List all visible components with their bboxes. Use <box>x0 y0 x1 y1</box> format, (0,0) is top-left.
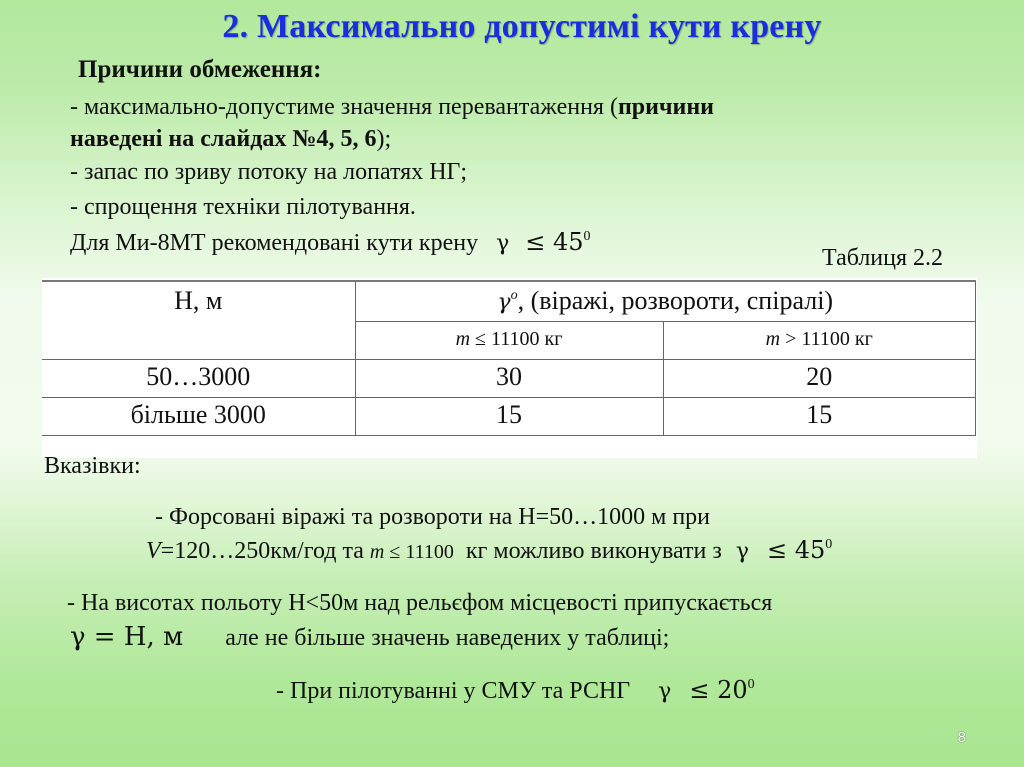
note2-formula: γ = Н, м <box>70 622 184 652</box>
reasons-heading: Причини обмеження: <box>78 56 322 83</box>
mass-var: m <box>765 327 781 350</box>
cell-heavy: 20 <box>663 359 976 397</box>
mass-var: m <box>455 327 471 350</box>
degree-exponent: 0 <box>825 537 833 552</box>
note3-text: - При пілотуванні у СМУ та РСНГ <box>276 678 631 704</box>
note2-line1: - На висотах польоту Н<50м над рельєфом місцевості припускається <box>67 590 773 616</box>
cell-light: 15 <box>355 397 663 435</box>
note1-line2 <box>146 536 832 565</box>
cell-light: 30 <box>355 359 663 397</box>
table-header-row <box>42 281 976 321</box>
gamma-symbol: γ <box>496 231 510 256</box>
recommendation-text: Для Ми-8МТ рекомендовані кути крену <box>70 230 479 256</box>
header-bank-angle-label: , (віражі, розвороти, спіралі) <box>517 286 834 315</box>
note1-line1: - Форсовані віражі та розвороти на Н=50…1000 м при <box>155 504 711 530</box>
reason-overload-text: - максимально-допустиме значення перевантаження ( <box>70 94 618 120</box>
speed-var: V <box>146 538 161 564</box>
reason-overload-line1 <box>70 94 714 121</box>
speed-range: =120…250км/год та <box>160 538 370 564</box>
subheader-mass-heavy <box>663 321 976 359</box>
table-row <box>42 359 976 397</box>
note3-line <box>276 676 755 705</box>
reason-overload-bold: причини <box>617 94 714 120</box>
mass-relation: > 11100 <box>780 327 855 350</box>
subheader-mass-light <box>355 321 663 359</box>
reason-overload-suffix: ); <box>376 126 392 152</box>
gamma-symbol: γ <box>497 290 511 315</box>
mass-unit: кг <box>854 327 873 350</box>
note1-text: кг можливо виконувати з <box>453 538 722 564</box>
degree-sup: o <box>510 288 518 303</box>
table-caption: Таблиця 2.2 <box>822 245 944 271</box>
reason-stall-margin: - запас по зриву потоку на лопатях НГ; <box>70 159 468 185</box>
cell-height: більше 3000 <box>42 397 355 435</box>
reason-overload-slides-ref: наведені на слайдах №4, 5, 6 <box>70 126 377 152</box>
slide-title: 2. Максимально допустимі кути крену <box>222 8 822 45</box>
recommendation-limit: ≤ 45 <box>525 228 584 256</box>
gamma-symbol: γ <box>658 679 672 704</box>
gamma-symbol: γ <box>735 539 750 564</box>
bank-angle-table <box>42 280 976 436</box>
header-height: Н, м <box>42 281 355 359</box>
note3-limit: ≤ 20 <box>689 676 748 704</box>
notes-heading: Вказівки: <box>44 453 141 479</box>
cell-heavy: 15 <box>663 397 976 435</box>
mass-relation: ≤ 11100 <box>470 327 545 350</box>
cell-height: 50…3000 <box>42 359 355 397</box>
note2-text: але не більше значень наведених у таблиці; <box>225 625 670 651</box>
mass-var: m <box>369 541 385 563</box>
reason-overload-line2 <box>70 126 391 153</box>
mass-limit: ≤ 11100 <box>384 541 454 563</box>
mass-unit: кг <box>544 327 563 350</box>
degree-exponent: 0 <box>583 229 591 244</box>
page-number: 8 <box>957 729 966 746</box>
header-bank-angle <box>355 281 976 321</box>
table-row <box>42 397 976 435</box>
note2-line2 <box>70 622 669 652</box>
note1-limit: ≤ 45 <box>767 536 826 564</box>
degree-exponent: 0 <box>747 677 755 692</box>
recommendation-line <box>70 228 591 257</box>
reason-simplify-piloting: - спрощення техніки пілотування. <box>70 194 416 220</box>
